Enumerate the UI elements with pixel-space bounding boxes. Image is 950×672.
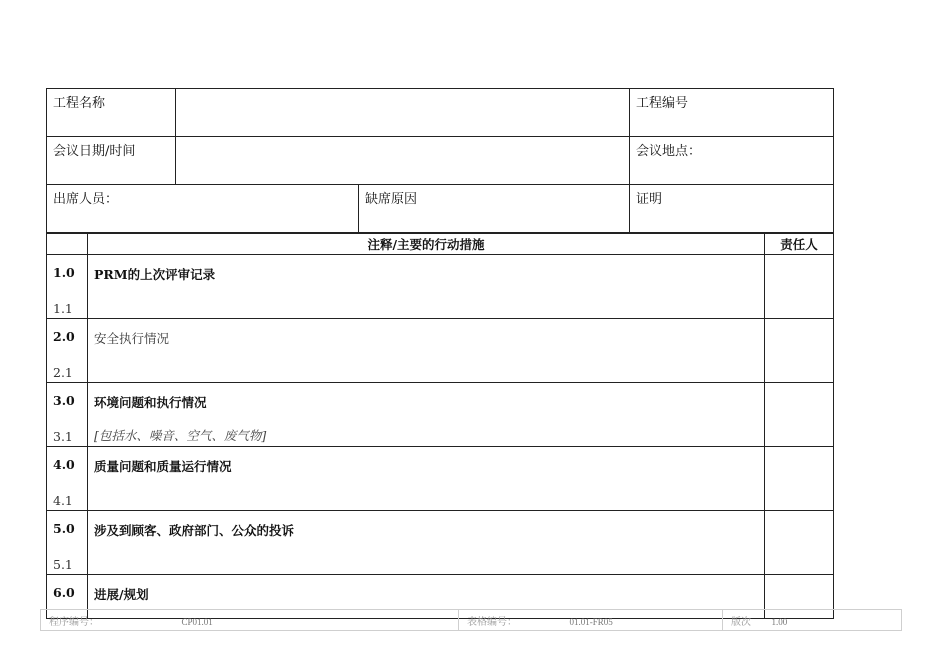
item-content-cell[interactable] xyxy=(88,511,765,575)
form-number-cell xyxy=(459,610,723,631)
item-number-cell xyxy=(47,447,88,511)
item-major-number: 1.0 xyxy=(53,265,75,280)
proof-label: 证明 xyxy=(630,185,834,233)
meeting-place-label: 会议地点： xyxy=(630,137,834,185)
item-title: 安全执行情况 xyxy=(94,331,170,346)
item-content-cell[interactable] xyxy=(88,255,765,319)
number-column-header xyxy=(47,234,88,255)
form-number-label: 表格编号： xyxy=(467,616,517,628)
agenda-row xyxy=(47,447,834,511)
item-number-cell xyxy=(47,255,88,319)
item-minor-number: 4.1 xyxy=(53,493,73,508)
item-major-number: 6.0 xyxy=(53,585,75,600)
agenda-row xyxy=(47,383,834,447)
project-number-label: 工程编号 xyxy=(630,89,834,137)
item-title: PRM的上次评审记录 xyxy=(94,267,216,282)
footer-table xyxy=(40,609,902,631)
attendees-label: 出席人员： xyxy=(47,185,359,233)
item-major-number: 3.0 xyxy=(53,393,75,408)
notes-column-header: 注释/主要的行动措施 xyxy=(88,234,765,255)
agenda-header-row xyxy=(47,234,834,255)
form-number-value: 01.01-FR05 xyxy=(569,616,613,627)
meeting-record-form xyxy=(46,88,833,619)
agenda-table xyxy=(46,233,834,619)
item-content-cell[interactable] xyxy=(88,447,765,511)
agenda-row xyxy=(47,511,834,575)
item-number-cell xyxy=(47,383,88,447)
item-minor-number: 3.1 xyxy=(53,429,73,444)
item-owner-cell[interactable] xyxy=(765,383,834,447)
owner-column-header: 责任人 xyxy=(765,234,834,255)
item-major-number: 5.0 xyxy=(53,521,75,536)
item-title: 进展/规划 xyxy=(94,587,149,602)
item-title: 涉及到顾客、政府部门、公众的投诉 xyxy=(94,523,295,538)
project-name-label: 工程名称 xyxy=(47,89,176,137)
version-value: 1.00 xyxy=(771,616,788,627)
item-major-number: 4.0 xyxy=(53,457,75,472)
item-number-cell xyxy=(47,319,88,383)
procedure-number-value: CP01.01 xyxy=(181,616,213,627)
page-footer xyxy=(40,609,901,631)
agenda-row xyxy=(47,319,834,383)
item-number-cell xyxy=(47,511,88,575)
item-owner-cell[interactable] xyxy=(765,447,834,511)
item-subtitle: [包括水、噪音、空气、废气物] xyxy=(94,428,267,443)
meeting-date-field[interactable] xyxy=(176,137,630,185)
version-cell xyxy=(723,610,902,631)
procedure-number-cell xyxy=(41,610,459,631)
item-content-cell[interactable] xyxy=(88,383,765,447)
item-minor-number: 5.1 xyxy=(53,557,73,572)
item-minor-number: 1.1 xyxy=(53,301,73,316)
item-minor-number: 2.1 xyxy=(53,365,73,380)
project-header-table xyxy=(46,88,834,233)
item-owner-cell[interactable] xyxy=(765,255,834,319)
item-major-number: 2.0 xyxy=(53,329,75,344)
item-owner-cell[interactable] xyxy=(765,511,834,575)
agenda-row xyxy=(47,255,834,319)
procedure-number-label: 程序编号： xyxy=(49,616,99,628)
meeting-date-label: 会议日期/时间 xyxy=(47,137,176,185)
item-title: 质量问题和质量运行情况 xyxy=(94,459,232,474)
item-content-cell[interactable] xyxy=(88,319,765,383)
item-title: 环境问题和执行情况 xyxy=(94,395,207,410)
version-label: 版次 xyxy=(731,616,751,628)
item-owner-cell[interactable] xyxy=(765,319,834,383)
absence-reason-label: 缺席原因 xyxy=(359,185,630,233)
project-name-field[interactable] xyxy=(176,89,630,137)
